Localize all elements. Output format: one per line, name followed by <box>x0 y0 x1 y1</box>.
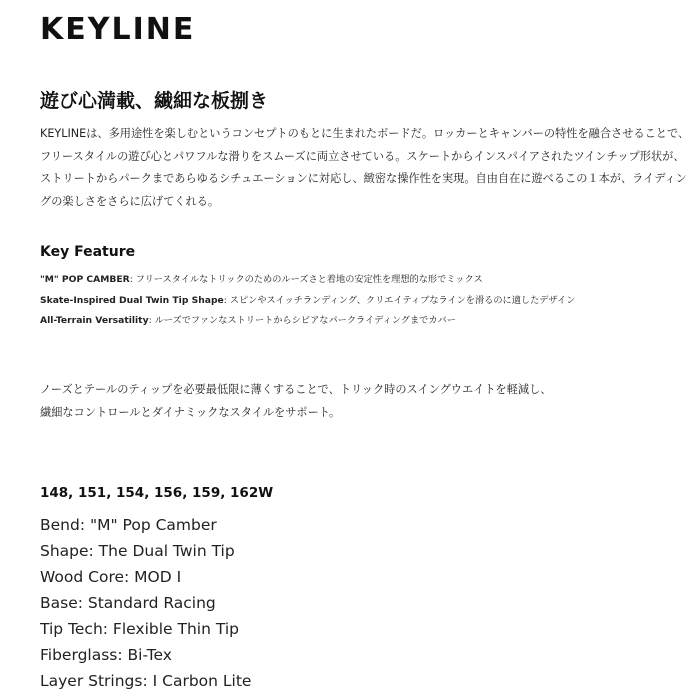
feature-description: : ルーズでファンなストリートからシビアなパークライディングまでカバー <box>148 315 456 326</box>
spec-item-base: Base: Standard Racing <box>40 594 216 612</box>
feature-item <box>40 270 690 291</box>
spec-item-tip-tech: Tip Tech: Flexible Thin Tip <box>40 620 239 638</box>
feature-description: : フリースタイルなトリックのためのルーズさと着地の安定性を理想的な形でミックス <box>129 274 483 285</box>
spec-item-fiberglass: Fiberglass: Bi-Tex <box>40 646 172 664</box>
page-headline: 遊び心満載、繊細な板捌き <box>40 90 269 112</box>
intro-line: グの楽しさをさらに広げてくれる。 <box>40 194 220 208</box>
feature-name: Skate-Inspired Dual Twin Tip Shape <box>40 294 224 306</box>
intro-line: KEYLINEは、多用途性を楽しむというコンセプトのもとに生まれたボードだ。ロッカーとキャンバーの特性を融合させることで、 <box>40 127 690 140</box>
feature-name: All-Terrain Versatility <box>40 315 149 326</box>
brand-logo: KEYLINE <box>40 12 196 47</box>
intro-line: フリースタイルの遊び心とパワフルな滑りをスムーズに両立させている。スケートからインスパイアされたツインチップ形状が、 <box>40 149 685 163</box>
spec-item-shape: Shape: The Dual Twin Tip <box>40 542 235 560</box>
tip-line: ノーズとテールのティップを必要最低限に薄くすることで、トリック時のスイングウエイトを軽減し、 <box>40 383 552 396</box>
key-feature-list <box>40 270 690 332</box>
spec-item-wood-core: Wood Core: MOD I <box>40 568 182 586</box>
intro-line: ストリートからパークまであらゆるシチュエーションに対応し、緻密な操作性を実現。自由自在に遊べるこの１本が、ライディン <box>40 172 687 185</box>
feature-item <box>40 311 690 332</box>
spec-list <box>40 512 251 694</box>
tip-line: 繊細なコントロールとダイナミックなスタイルをサポート。 <box>40 405 341 419</box>
key-feature-title: Key Feature <box>40 244 136 260</box>
feature-item <box>40 291 690 312</box>
intro-paragraph <box>40 123 690 213</box>
tip-paragraph <box>40 379 690 424</box>
spec-item-bend: Bend: "M" Pop Camber <box>40 516 217 534</box>
feature-description: : スピンやスイッチランディング、クリエイティブなラインを滑るのに適したデザイン <box>223 294 576 306</box>
size-list: 148, 151, 154, 156, 159, 162W <box>40 485 274 501</box>
spec-item-layer-strings: Layer Strings: I Carbon Lite <box>40 672 252 690</box>
feature-name: "M" POP CAMBER <box>40 274 130 285</box>
